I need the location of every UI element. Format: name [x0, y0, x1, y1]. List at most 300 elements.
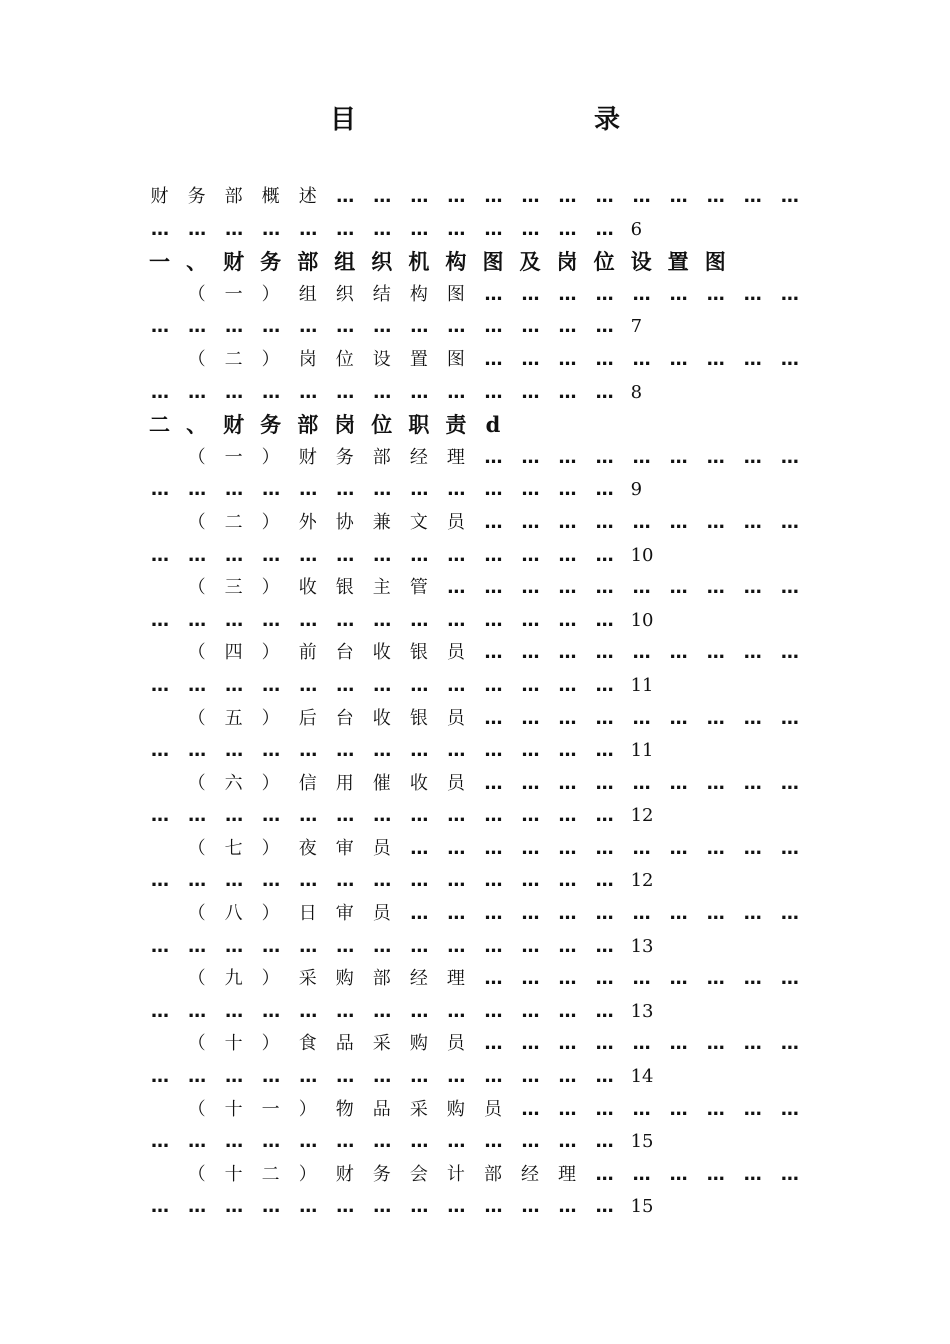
toc-entry [141, 703, 801, 768]
leader-dots: … [743, 707, 761, 729]
leader-dots: … [410, 186, 428, 207]
entry-char: ） [261, 283, 280, 305]
heading-row [141, 246, 801, 279]
leader-dots: … [743, 903, 761, 925]
leader-dots: … [410, 218, 428, 240]
heading-char: 、 [186, 249, 208, 275]
leader-dots: … [299, 805, 317, 827]
leader-dots: … [632, 577, 650, 599]
entry-char: 收 [372, 707, 391, 729]
leader-dots: … [484, 544, 502, 566]
leader-dots: … [336, 1131, 354, 1153]
leader-dots: … [336, 316, 354, 338]
entry-char: 兼 [372, 511, 391, 533]
entry-char: （ [187, 348, 206, 370]
leader-dots: … [595, 511, 613, 533]
toc-entry [141, 637, 801, 702]
leader-dots: … [299, 870, 317, 892]
entry-char: 收 [409, 772, 428, 794]
leader-dots: … [484, 348, 502, 370]
leader-dots: … [410, 935, 428, 957]
toc-entry [141, 963, 801, 1028]
leader-dots: … [262, 935, 280, 957]
entry-title-row [141, 963, 801, 996]
leader-dots: … [188, 870, 206, 892]
heading-char: 位 [371, 412, 393, 438]
leader-dots: … [373, 218, 391, 240]
leader-dots: … [558, 1196, 576, 1218]
leader-dots: … [373, 870, 391, 892]
leader-dots: … [299, 381, 317, 403]
entry-page-row [141, 996, 801, 1029]
heading-char: 部 [297, 249, 319, 275]
leader-dots: … [558, 740, 576, 762]
entry-page-row [141, 605, 801, 638]
leader-dots: … [706, 446, 724, 468]
leader-dots: … [484, 1131, 502, 1153]
entry-title-row [141, 1159, 801, 1192]
leader-dots: … [558, 1033, 576, 1055]
leader-dots: … [558, 381, 576, 403]
entry-char: 财 [335, 1163, 354, 1185]
leader-dots: … [595, 1196, 613, 1218]
leader-dots: … [299, 479, 317, 501]
toc-heading [141, 246, 801, 279]
page-number: 10 [630, 544, 654, 566]
leader-dots: … [225, 1000, 243, 1022]
leader-dots: … [521, 511, 539, 533]
leader-dots: … [558, 674, 576, 696]
leader-dots: … [484, 1066, 502, 1088]
leader-dots: … [595, 186, 613, 207]
leader-dots: … [632, 903, 650, 925]
leader-dots: … [336, 218, 354, 240]
leader-dots: … [558, 805, 576, 827]
leader-dots: … [447, 903, 465, 925]
leader-dots: … [484, 381, 502, 403]
leader-dots: … [669, 1033, 687, 1055]
leader-dots: … [225, 805, 243, 827]
leader-dots: … [151, 805, 169, 827]
leader-dots: … [447, 544, 465, 566]
entry-char: 织 [335, 283, 354, 305]
leader-dots: … [595, 1066, 613, 1088]
entry-char: 会 [409, 1163, 428, 1185]
entry-char: 一 [261, 1098, 280, 1120]
leader-dots: … [262, 1066, 280, 1088]
leader-dots: … [336, 870, 354, 892]
entry-char: 银 [335, 577, 354, 599]
leader-dots: … [225, 381, 243, 403]
leader-dots: … [595, 348, 613, 370]
leader-dots: … [632, 968, 650, 990]
leader-dots: … [669, 511, 687, 533]
leader-dots: … [225, 218, 243, 240]
leader-dots: … [595, 1131, 613, 1153]
leader-dots: … [410, 1000, 428, 1022]
heading-char: 及 [519, 249, 541, 275]
heading-char: 构 [445, 249, 467, 275]
leader-dots: … [558, 903, 576, 925]
entry-char: 员 [446, 642, 465, 664]
entry-char: （ [187, 642, 206, 664]
entry-char: 品 [372, 1098, 391, 1120]
page-number: 15 [630, 1131, 654, 1153]
entry-char: 概 [261, 186, 280, 207]
leader-dots: … [558, 348, 576, 370]
leader-dots: … [780, 1033, 798, 1055]
heading-char: 织 [371, 249, 393, 275]
entry-char: 二 [224, 348, 243, 370]
leader-dots: … [299, 544, 317, 566]
leader-dots: … [262, 544, 280, 566]
leader-dots: … [225, 740, 243, 762]
entry-char: 台 [335, 707, 354, 729]
entry-char: 银 [409, 707, 428, 729]
entry-title-row [141, 442, 801, 475]
leader-dots: … [373, 1196, 391, 1218]
leader-dots: … [706, 837, 724, 859]
leader-dots: … [262, 381, 280, 403]
leader-dots: … [521, 837, 539, 859]
leader-dots: … [447, 609, 465, 631]
leader-dots: … [521, 968, 539, 990]
entry-char: 七 [224, 837, 243, 859]
leader-dots: … [410, 837, 428, 859]
leader-dots: … [410, 381, 428, 403]
leader-dots: … [262, 316, 280, 338]
entry-char: 财 [150, 186, 169, 207]
entry-char: 计 [446, 1163, 465, 1185]
leader-dots: … [743, 446, 761, 468]
leader-dots: … [484, 609, 502, 631]
heading-row [141, 409, 801, 442]
leader-dots: … [780, 186, 798, 207]
leader-dots: … [299, 1000, 317, 1022]
entry-page-row [141, 865, 801, 898]
leader-dots: … [484, 316, 502, 338]
entry-char: 采 [298, 968, 317, 990]
leader-dots: … [595, 870, 613, 892]
entry-char: 部 [372, 968, 391, 990]
leader-dots: … [521, 1196, 539, 1218]
leader-dots: … [373, 381, 391, 403]
leader-dots: … [373, 674, 391, 696]
entry-char: ） [261, 577, 280, 599]
leader-dots: … [447, 740, 465, 762]
leader-dots: … [558, 772, 576, 794]
leader-dots: … [225, 1131, 243, 1153]
leader-dots: … [521, 1066, 539, 1088]
heading-char: 位 [593, 249, 615, 275]
leader-dots: … [521, 1098, 539, 1120]
leader-dots: … [706, 283, 724, 305]
leader-dots: … [336, 1066, 354, 1088]
leader-dots: … [595, 1163, 613, 1185]
entry-char: 经 [520, 1163, 539, 1185]
entry-char: （ [187, 446, 206, 468]
leader-dots: … [484, 1033, 502, 1055]
entry-char: ） [261, 1033, 280, 1055]
entry-char: 夜 [298, 837, 317, 859]
leader-dots: … [447, 316, 465, 338]
leader-dots: … [262, 870, 280, 892]
leader-dots: … [632, 348, 650, 370]
toc-entry [141, 833, 801, 898]
toc-entry [141, 898, 801, 963]
entry-char: 采 [372, 1033, 391, 1055]
entry-char: 八 [224, 903, 243, 925]
leader-dots: … [780, 1163, 798, 1185]
leader-dots: … [188, 1066, 206, 1088]
leader-dots: … [595, 772, 613, 794]
leader-dots: … [188, 609, 206, 631]
entry-char: 一 [224, 446, 243, 468]
heading-char: 责 [445, 412, 467, 438]
leader-dots: … [521, 446, 539, 468]
entry-char: 图 [446, 348, 465, 370]
leader-dots: … [410, 805, 428, 827]
leader-dots: … [521, 642, 539, 664]
entry-char: 购 [335, 968, 354, 990]
leader-dots: … [484, 968, 502, 990]
leader-dots: … [410, 740, 428, 762]
leader-dots: … [373, 479, 391, 501]
entry-char: 食 [298, 1033, 317, 1055]
leader-dots: … [780, 577, 798, 599]
toc-entry [141, 181, 801, 246]
entry-char: ） [261, 903, 280, 925]
leader-dots: … [151, 674, 169, 696]
leader-dots: … [151, 1196, 169, 1218]
leader-dots: … [336, 609, 354, 631]
entry-page-row [141, 214, 801, 247]
entry-char: 经 [409, 446, 428, 468]
leader-dots: … [632, 642, 650, 664]
entry-char: 员 [483, 1098, 502, 1120]
entry-char: 结 [372, 283, 391, 305]
page-number: 10 [630, 609, 654, 631]
leader-dots: … [484, 903, 502, 925]
leader-dots: … [595, 577, 613, 599]
leader-dots: … [743, 1163, 761, 1185]
leader-dots: … [447, 381, 465, 403]
leader-dots: … [521, 316, 539, 338]
entry-char: 四 [224, 642, 243, 664]
leader-dots: … [484, 283, 502, 305]
leader-dots: … [595, 479, 613, 501]
leader-dots: … [225, 935, 243, 957]
entry-char: ） [261, 837, 280, 859]
entry-char: 六 [224, 772, 243, 794]
leader-dots: … [410, 870, 428, 892]
leader-dots: … [743, 577, 761, 599]
leader-dots: … [410, 316, 428, 338]
entry-page-row [141, 1126, 801, 1159]
leader-dots: … [743, 283, 761, 305]
entry-char: 财 [298, 446, 317, 468]
leader-dots: … [188, 218, 206, 240]
leader-dots: … [558, 837, 576, 859]
leader-dots: … [484, 479, 502, 501]
entry-char: 十 [224, 1098, 243, 1120]
leader-dots: … [299, 674, 317, 696]
leader-dots: … [706, 707, 724, 729]
leader-dots: … [336, 674, 354, 696]
entry-page-row [141, 1191, 801, 1224]
entry-char: 经 [409, 968, 428, 990]
entry-char: 外 [298, 511, 317, 533]
leader-dots: … [336, 740, 354, 762]
leader-dots: … [484, 870, 502, 892]
heading-char: 组 [334, 249, 356, 275]
leader-dots: … [521, 218, 539, 240]
leader-dots: … [225, 316, 243, 338]
heading-char: 一 [149, 249, 171, 275]
entry-title-row [141, 181, 801, 214]
page-title: 目 录 [329, 105, 682, 135]
leader-dots: … [299, 1196, 317, 1218]
leader-dots: … [595, 935, 613, 957]
leader-dots: … [595, 740, 613, 762]
page-number: 13 [630, 935, 654, 957]
leader-dots: … [151, 218, 169, 240]
leader-dots: … [743, 772, 761, 794]
entry-char: 述 [298, 186, 317, 207]
entry-char: （ [187, 283, 206, 305]
entry-char: 前 [298, 642, 317, 664]
leader-dots: … [484, 218, 502, 240]
leader-dots: … [632, 707, 650, 729]
entry-char: 审 [335, 837, 354, 859]
leader-dots: … [336, 805, 354, 827]
leader-dots: … [780, 772, 798, 794]
entry-char: 催 [372, 772, 391, 794]
leader-dots: … [595, 1033, 613, 1055]
leader-dots: … [743, 968, 761, 990]
leader-dots: … [669, 348, 687, 370]
leader-dots: … [151, 1131, 169, 1153]
entry-char: 九 [224, 968, 243, 990]
leader-dots: … [595, 544, 613, 566]
leader-dots: … [484, 186, 502, 207]
leader-dots: … [410, 1196, 428, 1218]
leader-dots: … [262, 218, 280, 240]
heading-char: 置 [667, 249, 689, 275]
entry-char: 部 [372, 446, 391, 468]
leader-dots: … [484, 642, 502, 664]
entry-title-row [141, 507, 801, 540]
leader-dots: … [410, 609, 428, 631]
leader-dots: … [410, 479, 428, 501]
leader-dots: … [632, 283, 650, 305]
heading-char: 务 [260, 412, 282, 438]
entry-title-row [141, 768, 801, 801]
leader-dots: … [336, 1000, 354, 1022]
entry-char: 理 [446, 968, 465, 990]
leader-dots: … [595, 837, 613, 859]
leader-dots: … [780, 968, 798, 990]
leader-dots: … [558, 935, 576, 957]
leader-dots: … [373, 935, 391, 957]
entry-char: 部 [483, 1163, 502, 1185]
leader-dots: … [336, 544, 354, 566]
leader-dots: … [151, 609, 169, 631]
leader-dots: … [669, 186, 687, 207]
entry-char: （ [187, 1033, 206, 1055]
entry-char: （ [187, 707, 206, 729]
leader-dots: … [521, 935, 539, 957]
leader-dots: … [447, 935, 465, 957]
entry-char: 购 [409, 1033, 428, 1055]
leader-dots: … [632, 511, 650, 533]
leader-dots: … [299, 1131, 317, 1153]
entry-title-row [141, 344, 801, 377]
leader-dots: … [521, 544, 539, 566]
leader-dots: … [595, 1000, 613, 1022]
entry-char: 主 [372, 577, 391, 599]
leader-dots: … [669, 1098, 687, 1120]
heading-char: 部 [297, 412, 319, 438]
leader-dots: … [225, 674, 243, 696]
entry-char: 一 [224, 283, 243, 305]
entry-char: 收 [372, 642, 391, 664]
entry-char: 构 [409, 283, 428, 305]
leader-dots: … [447, 805, 465, 827]
leader-dots: … [558, 218, 576, 240]
leader-dots: … [595, 446, 613, 468]
leader-dots: … [632, 1163, 650, 1185]
entry-char: 员 [446, 707, 465, 729]
leader-dots: … [484, 740, 502, 762]
leader-dots: … [780, 837, 798, 859]
entry-char: 务 [335, 446, 354, 468]
leader-dots: … [521, 577, 539, 599]
leader-dots: … [669, 577, 687, 599]
leader-dots: … [595, 642, 613, 664]
table-of-contents [141, 181, 801, 1224]
leader-dots: … [447, 837, 465, 859]
leader-dots: … [151, 740, 169, 762]
heading-char: 机 [408, 249, 430, 275]
entry-page-row [141, 670, 801, 703]
leader-dots: … [225, 609, 243, 631]
leader-dots: … [373, 805, 391, 827]
leader-dots: … [558, 479, 576, 501]
leader-dots: … [595, 674, 613, 696]
leader-dots: … [595, 707, 613, 729]
toc-entry [141, 1028, 801, 1093]
page-number: 12 [630, 805, 654, 827]
leader-dots: … [484, 1196, 502, 1218]
leader-dots: … [558, 544, 576, 566]
leader-dots: … [595, 609, 613, 631]
entry-char: ） [261, 772, 280, 794]
leader-dots: … [299, 609, 317, 631]
leader-dots: … [521, 1000, 539, 1022]
leader-dots: … [151, 381, 169, 403]
entry-char: 务 [372, 1163, 391, 1185]
heading-char: 职 [408, 412, 430, 438]
leader-dots: … [521, 1131, 539, 1153]
leader-dots: … [447, 1066, 465, 1088]
leader-dots: … [780, 1098, 798, 1120]
leader-dots: … [484, 935, 502, 957]
entry-page-row [141, 931, 801, 964]
leader-dots: … [780, 707, 798, 729]
entry-char: （ [187, 1163, 206, 1185]
leader-dots: … [373, 1131, 391, 1153]
